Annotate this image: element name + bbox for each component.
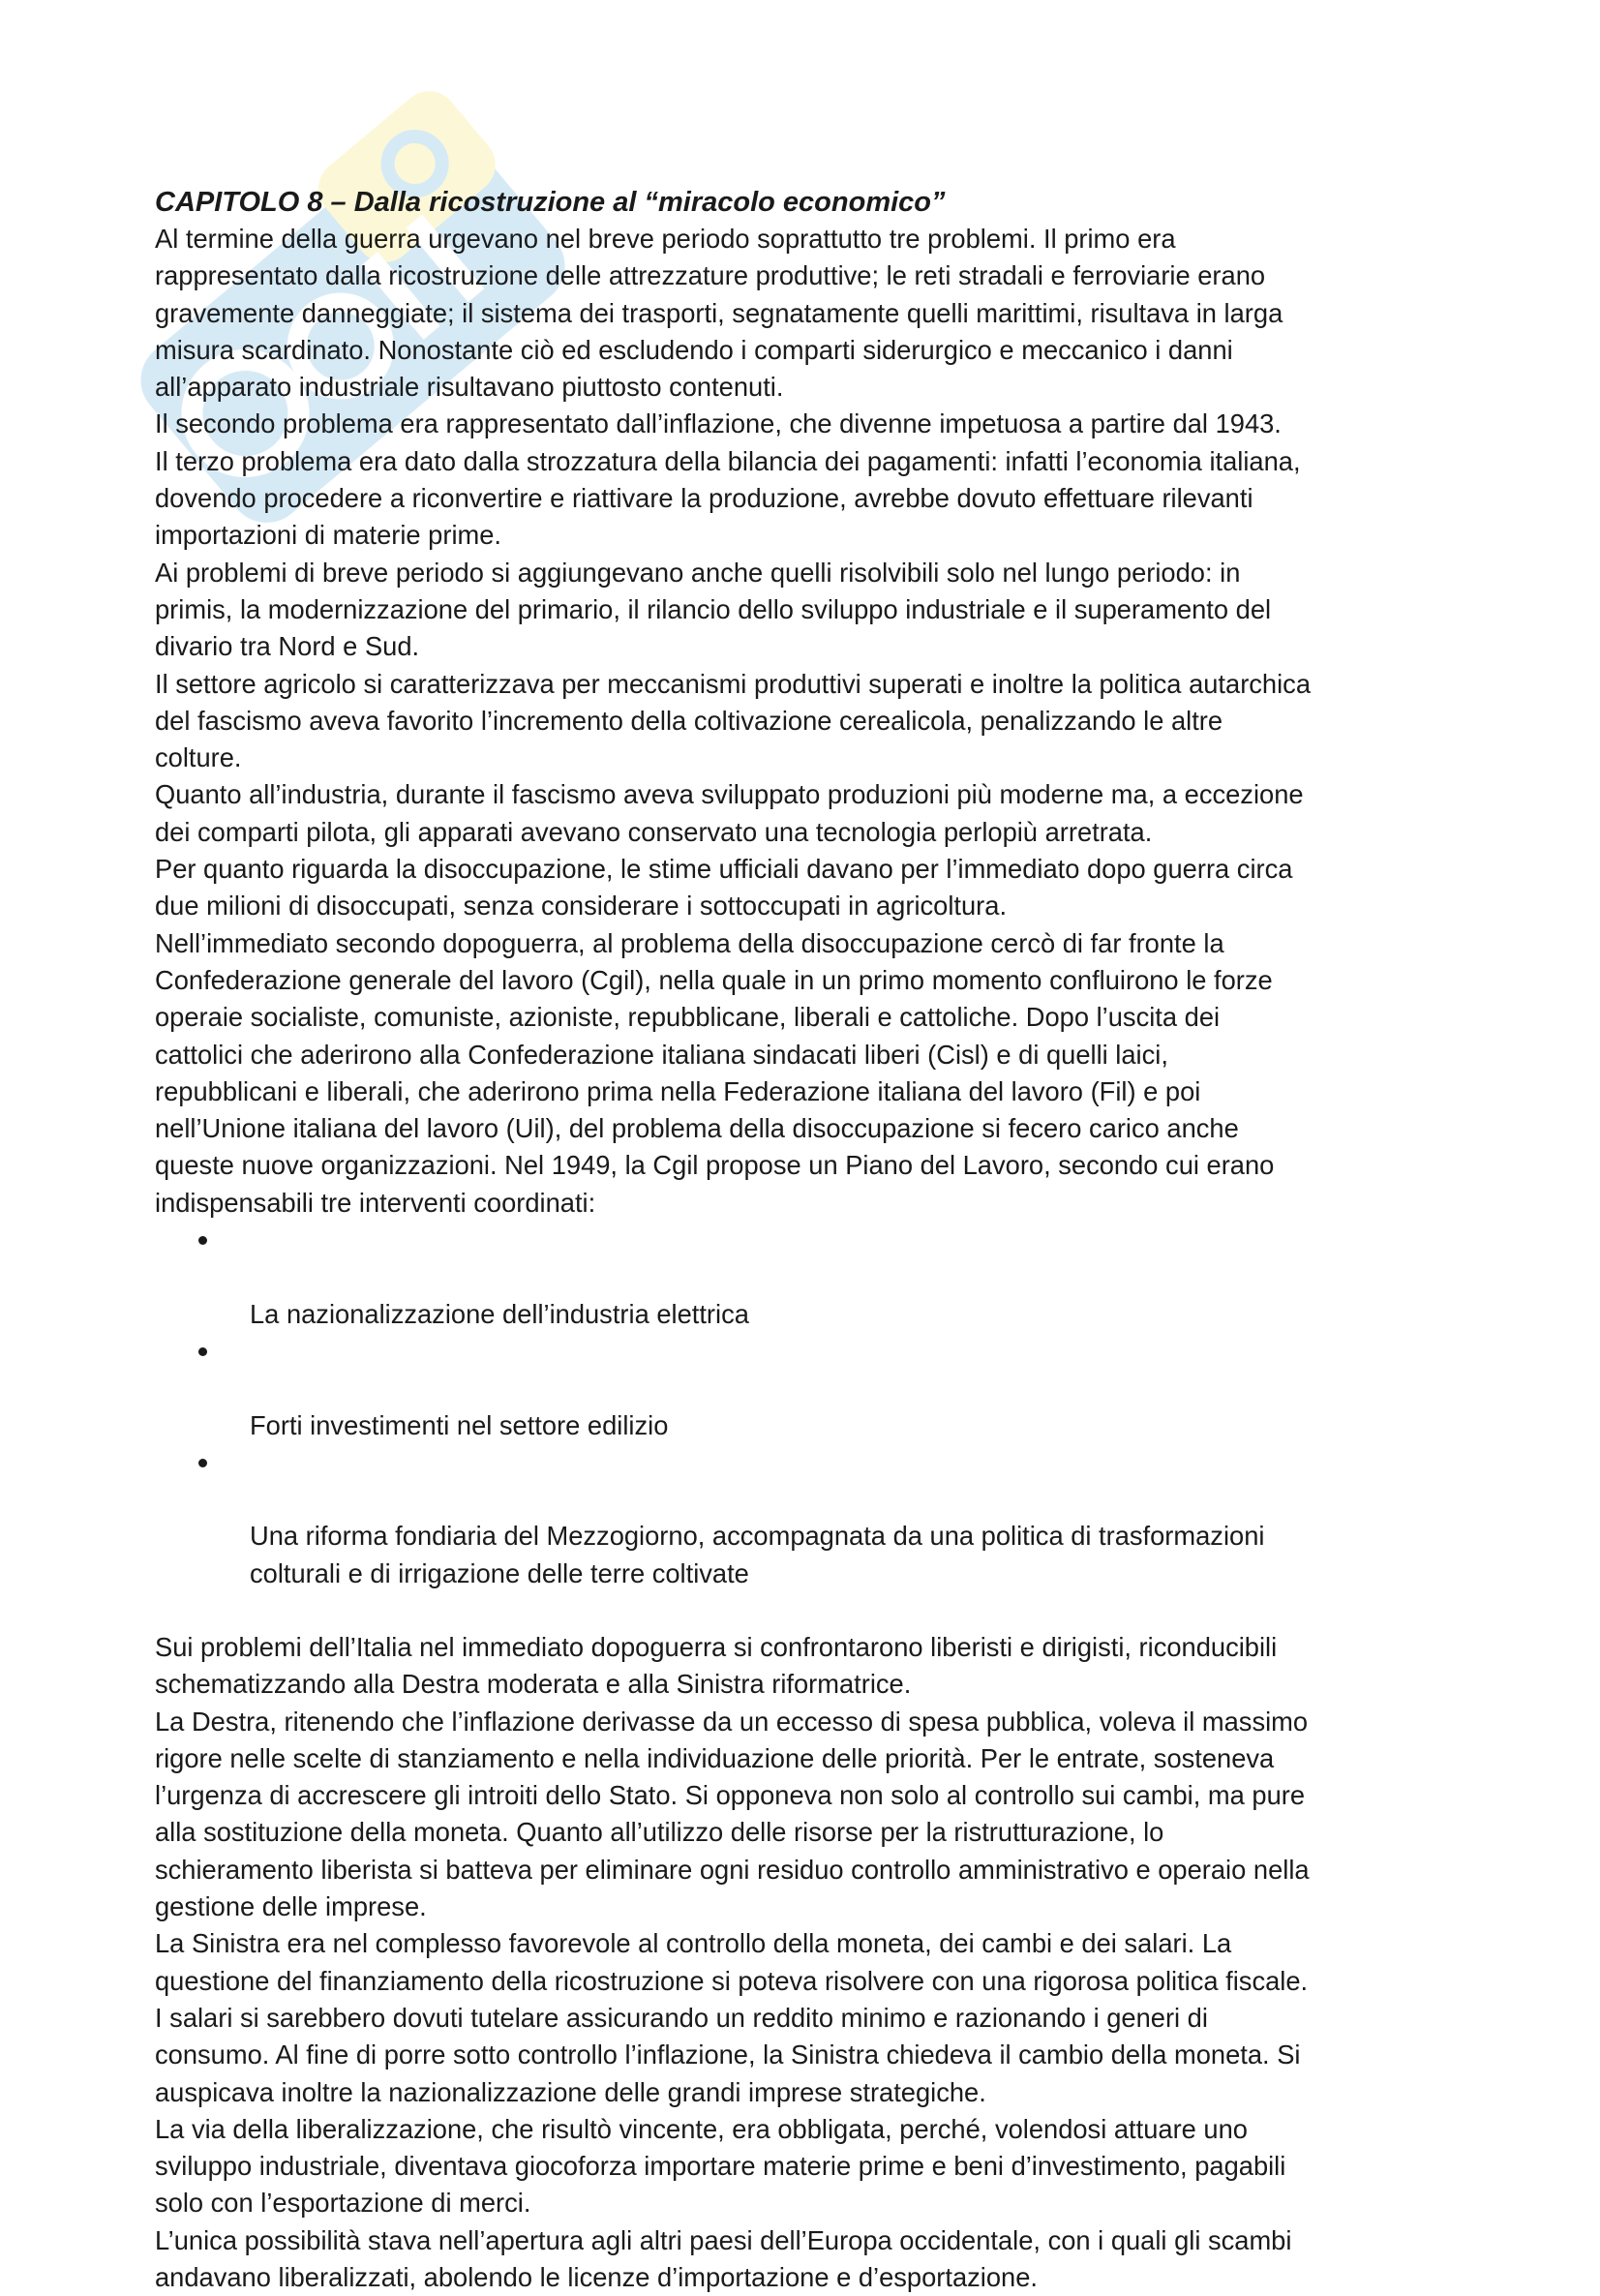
paragraph: L’unica possibilità stava nell’apertura agli altri paesi dell’Europa occidentale, con i quali gli scambi andavano liberalizzati, abolendo le licenze d’importazione e d’esportazione. <box>155 2224 1292 2293</box>
list-item-text: La nazionalizzazione dell’industria elettrica <box>250 1298 749 1329</box>
list-item <box>194 1444 1471 1592</box>
list-item-text: Forti investimenti nel settore edilizio <box>250 1409 669 1440</box>
paragraph: Nell’immediato secondo dopoguerra, al problema della disoccupazione cercò di far fronte la Confederazione generale del lavoro (Cgil), nella quale in un primo momento confluirono le forze operaie socialiste, comuniste, azioniste, repubblicane, liberali e cattoliche. Dopo l’uscita dei cattolici che aderirono alla Confederazione italiana sindacati liberi (Cisl) e di quelli laici, repubblicani e liberali, che aderirono prima nella Federazione italiana del lavoro (Fil) e poi nell’Unione italiana del lavoro (Uil), del problema della disoccupazione si fecero carico anche queste nuove organizzazioni. Nel 1949, la Cgil propose un Piano del Lavoro, secondo cui erano indispensabili tre interventi coordinati: <box>155 927 1275 1218</box>
document-page <box>155 184 1471 2296</box>
paragraph: Il secondo problema era rappresentato dall’inflazione, che divenne impetuosa a partire dal 1943. <box>155 408 1282 439</box>
paragraph: Al termine della guerra urgevano nel breve periodo soprattutto tre problemi. Il primo era rappresentato dalla ricostruzione delle attrezzature produttive; le reti stradali e ferroviarie erano gravemente danneggiate; il sistema dei trasporti, segnatamente quelli marittimi, risultava in larga misura scardinato. Nonostante ciò ed escludendo i comparti siderurgico e meccanico i danni all’apparato industriale risultavano piuttosto contenuti. <box>155 224 1283 403</box>
blank-line <box>155 1592 1471 1629</box>
chapter-title: CAPITOLO 8 – Dalla ricostruzione al “miracolo economico” <box>155 187 946 218</box>
paragraph: Il terzo problema era dato dalla strozzatura della bilancia dei pagamenti: infatti l’economia italiana, dovendo procedere a riconvertire e riattivare la produzione, avrebbe dovuto effettuare rilevanti importazioni di materie prime. <box>155 445 1301 551</box>
paragraph: Quanto all’industria, durante il fascismo aveva sviluppato produzioni più moderne ma, a eccezione dei comparti pilota, gli apparati avevano conservato una tecnologia perlopiù arretrata. <box>155 779 1304 847</box>
list-item-text: Una riforma fondiaria del Mezzogiorno, accompagnata da una politica di trasformazioni colturali e di irrigazione delle terre coltivate <box>250 1521 1265 1588</box>
body-section-after-list <box>155 1629 1471 2296</box>
bullet-icon <box>198 1347 207 1356</box>
body-section-before-list <box>155 221 1471 1222</box>
paragraph: La via della liberalizzazione, che risultò vincente, era obbligata, perché, volendosi attuare uno sviluppo industriale, diventava giocoforza importare materie prime e beni d’investimento, pagabili solo con l’esportazione di merci. <box>155 2113 1286 2219</box>
list-item <box>194 1333 1471 1444</box>
paragraph: Sui problemi dell’Italia nel immediato dopoguerra si confrontarono liberisti e dirigisti, riconducibili schematizzando alla Destra moderata e alla Sinistra riformatrice. <box>155 1631 1278 1700</box>
list-item <box>194 1222 1471 1333</box>
paragraph: Il settore agricolo si caratterizzava per meccanismi produttivi superati e inoltre la politica autarchica del fascismo aveva favorito l’incremento della coltivazione cerealicola, penalizzando le altre colture. <box>155 668 1312 773</box>
paragraph: La Sinistra era nel complesso favorevole al controllo della moneta, dei cambi e dei salari. La questione del finanziamento della ricostruzione si poteva risolvere con una rigorosa politica fiscale. I salari si sarebbero dovuti tutelare assicurando un reddito minimo e razionando i generi di consumo. Al fine di porre sotto controllo l’inflazione, la Sinistra chiedeva il cambio della moneta. Si auspicava inoltre la nazionalizzazione delle grandi imprese strategiche. <box>155 1928 1309 2107</box>
paragraph: Per quanto riguarda la disoccupazione, le stime ufficiali davano per l’immediato dopo guerra circa due milioni di disoccupati, senza considerare i sottoccupati in agricoltura. <box>155 854 1293 921</box>
bullet-list <box>155 1222 1471 1592</box>
bullet-icon <box>198 1459 207 1467</box>
paragraph: Ai problemi di breve periodo si aggiungevano anche quelli risolvibili solo nel lungo periodo: in primis, la modernizzazione del primario, il rilancio dello sviluppo industriale e il superamento del divario tra Nord e Sud. <box>155 557 1272 662</box>
paragraph: La Destra, ritenendo che l’inflazione derivasse da un eccesso di spesa pubblica, voleva il massimo rigore nelle scelte di stanziamento e nella individuazione delle priorità. Per le entrate, sosteneva l’urgenza di accrescere gli introiti dello Stato. Si opponeva non solo al controllo sui cambi, ma pure alla sostituzione della moneta. Quanto all’utilizzo delle risorse per la ristrutturazione, lo schieramento liberista si batteva per eliminare ogni residuo controllo amministrativo e operaio nella gestione delle imprese. <box>155 1706 1310 1922</box>
bullet-icon <box>198 1236 207 1245</box>
